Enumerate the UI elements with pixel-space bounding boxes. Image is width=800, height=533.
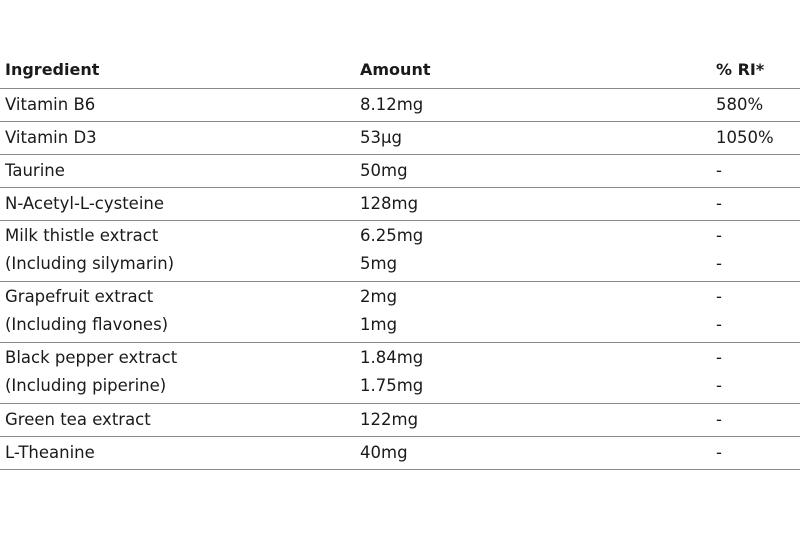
ri-cell <box>716 282 800 342</box>
ri-cell <box>716 221 800 281</box>
table-row <box>0 188 800 221</box>
amount-cell <box>360 282 660 342</box>
header-ingredient: Ingredient <box>5 60 100 79</box>
ingredient-line: Milk thistle extract <box>5 226 159 245</box>
ingredient-cell: Vitamin B6 <box>5 95 96 114</box>
ingredient-subline: (Including silymarin) <box>5 254 175 273</box>
ingredient-cell: Taurine <box>5 161 65 180</box>
ri-cell: - <box>716 161 722 180</box>
ri-cell: 580% <box>716 95 764 114</box>
amount-subline: 5mg <box>360 254 398 273</box>
amount-cell: 53µg <box>360 128 402 147</box>
amount-line: 2mg <box>360 287 398 306</box>
ingredient-line: Grapefruit extract <box>5 287 154 306</box>
ri-cell <box>716 343 800 403</box>
ingredient-subline: (Including flavones) <box>5 315 169 334</box>
table-row <box>0 343 800 404</box>
amount-cell <box>360 343 660 403</box>
header-ri: % RI* <box>716 60 765 79</box>
amount-subline: 1.75mg <box>360 376 424 395</box>
amount-cell: 50mg <box>360 161 408 180</box>
ri-cell: - <box>716 410 722 429</box>
ingredient-cell <box>5 282 305 342</box>
ingredient-cell: L-Theanine <box>5 443 95 462</box>
amount-cell: 40mg <box>360 443 408 462</box>
ingredient-subline: (Including piperine) <box>5 376 167 395</box>
table-header-row <box>0 53 800 89</box>
ri-cell: - <box>716 194 722 213</box>
amount-cell <box>360 221 660 281</box>
table-row <box>0 155 800 188</box>
table-row <box>0 437 800 470</box>
ingredient-cell <box>5 221 305 281</box>
table-row <box>0 122 800 155</box>
table-row <box>0 89 800 122</box>
amount-cell: 128mg <box>360 194 419 213</box>
ri-line: - <box>716 287 722 306</box>
amount-subline: 1mg <box>360 315 398 334</box>
ingredient-cell: Vitamin D3 <box>5 128 97 147</box>
header-amount: Amount <box>360 60 431 79</box>
ri-cell: 1050% <box>716 128 774 147</box>
ri-subline: - <box>716 254 722 273</box>
amount-line: 6.25mg <box>360 226 424 245</box>
table-row <box>0 221 800 282</box>
ingredient-cell <box>5 343 305 403</box>
ingredient-line: Black pepper extract <box>5 348 178 367</box>
ri-subline: - <box>716 315 722 334</box>
ingredients-table <box>0 53 800 470</box>
table-row <box>0 282 800 343</box>
amount-cell: 122mg <box>360 410 419 429</box>
ingredient-cell: N-Acetyl-L-cysteine <box>5 194 165 213</box>
ri-subline: - <box>716 376 722 395</box>
amount-cell: 8.12mg <box>360 95 424 114</box>
ri-line: - <box>716 348 722 367</box>
ri-cell: - <box>716 443 722 462</box>
amount-line: 1.84mg <box>360 348 424 367</box>
table-row <box>0 404 800 437</box>
ingredient-cell: Green tea extract <box>5 410 151 429</box>
ri-line: - <box>716 226 722 245</box>
